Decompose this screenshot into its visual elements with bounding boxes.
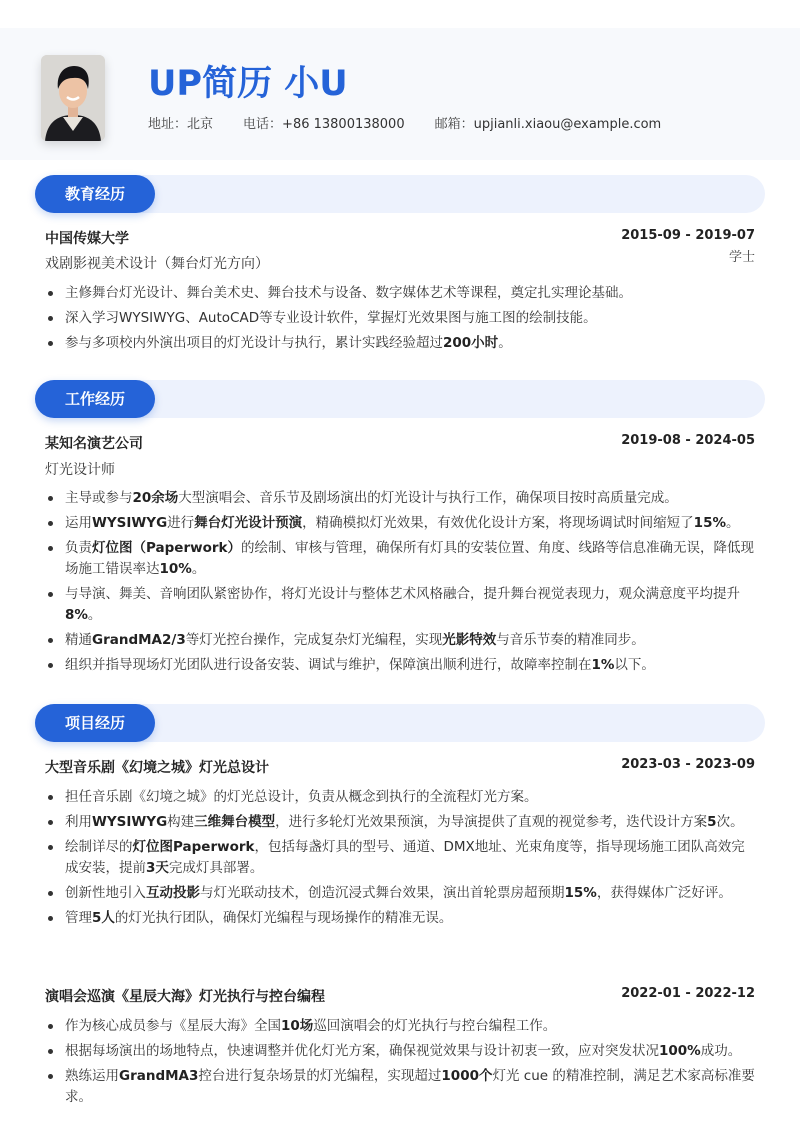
bullet-text: 根据每场演出的场地特点，快速调整并优化灯光方案，确保视觉效果与设计初衷一致，应对突发状况 [65, 1043, 659, 1059]
project-name: 演唱会巡演《星辰大海》灯光执行与控台编程 [45, 989, 325, 1005]
project-bullets [45, 1016, 757, 1112]
highlight-text: 3天 [146, 860, 169, 876]
bullet-item [45, 308, 757, 329]
project-bullets [45, 787, 757, 933]
highlight-text: WYSIWYG [92, 814, 168, 830]
highlight-text: 8% [65, 607, 88, 623]
highlight-text: 10场 [281, 1018, 314, 1034]
highlight-text: 20余场 [132, 490, 179, 506]
work-date: 2019-08 - 2024-05 [621, 433, 755, 448]
bullet-text: 深入学习WYSIWYG、AutoCAD等专业设计软件，掌握灯光效果图与施工图的绘制技能。 [65, 310, 597, 326]
bullet-text: 利用 [65, 814, 92, 830]
bullet-item [45, 283, 757, 304]
bullet-text: 等灯光控台操作，完成复杂灯光编程，实现 [185, 632, 443, 648]
bullet-item [45, 655, 757, 676]
email-value: upjianli.xiaou@example.com [473, 117, 662, 132]
bullet-text: 。 [87, 607, 102, 623]
bullet-text: 绘制详尽的 [65, 839, 133, 855]
bullet-item [45, 908, 757, 929]
highlight-text: GrandMA3 [119, 1068, 199, 1084]
highlight-text: 200小时 [443, 335, 499, 351]
bullet-text: 灯光 cue 的精准控制，满足艺术家高标准要求。 [65, 1068, 755, 1105]
address-value: 北京 [187, 117, 214, 132]
section-projects [35, 704, 765, 742]
candidate-name: UP简历 小U [148, 64, 348, 104]
bullet-text: 担任音乐剧《幻境之城》的灯光总设计，负责从概念到执行的全流程灯光方案。 [65, 789, 538, 805]
bullet-item [45, 488, 757, 509]
bullet-text: 与灯光联动技术，创造沉浸式舞台效果，演出首轮票房超预期 [200, 885, 565, 901]
highlight-text: 1% [591, 657, 615, 673]
section-title: 项目经历 [35, 704, 155, 742]
bullet-text: 的绘制、审核与管理，确保所有灯具的安装位置、角度、线路等信息准确无误，降低现场施工错误率达 [65, 540, 755, 577]
bullet-text: 组织并指导现场灯光团队进行设备安装、调试与维护，保障演出顺利进行，故障率控制在 [65, 657, 592, 673]
education-date: 2015-09 - 2019-07 [621, 228, 755, 243]
phone-label: 电话： [243, 117, 283, 132]
highlight-text: 互动投影 [146, 885, 200, 901]
bullet-item [45, 513, 757, 534]
section-title: 教育经历 [35, 175, 155, 213]
bullet-item [45, 1041, 757, 1062]
bullet-item [45, 1016, 757, 1037]
bullet-text: ，包括每盏灯具的型号、通道、DMX地址、光束角度等，指导现场施工团队高效完成安装，提前 [65, 839, 745, 876]
bullet-item [45, 812, 757, 833]
highlight-text: 光影特效 [442, 632, 497, 648]
section-education [35, 175, 765, 213]
email-label: 邮箱： [434, 117, 474, 132]
avatar [41, 55, 105, 141]
major: 戏剧影视美术设计（舞台灯光方向） [45, 256, 269, 272]
bullet-text: 进行 [167, 515, 195, 531]
degree: 学士 [728, 250, 755, 265]
highlight-text: 灯位图Paperwork [132, 839, 255, 855]
project-date: 2023-03 - 2023-09 [621, 757, 755, 772]
highlight-text: 10% [159, 561, 192, 577]
highlight-text: GrandMA2/3 [92, 632, 186, 648]
bullet-text: 。 [726, 515, 740, 531]
bullet-item [45, 1066, 757, 1108]
bullet-text: 精通 [65, 632, 92, 648]
project-name: 大型音乐剧《幻境之城》灯光总设计 [45, 760, 269, 776]
bullet-text: 主修舞台灯光设计、舞台美术史、舞台技术与设备、数字媒体艺术等课程，奠定扎实理论基础。 [65, 285, 632, 301]
bullet-text: 创新性地引入 [65, 885, 146, 901]
bullet-text: ，获得媒体广泛好评。 [596, 885, 732, 901]
bullet-text: 主导或参与 [65, 490, 133, 506]
resume-header [0, 28, 800, 160]
project-date: 2022-01 - 2022-12 [621, 986, 755, 1001]
bullet-text: 作为核心成员参与《星辰大海》全国 [65, 1018, 281, 1034]
highlight-text: 灯位图（Paperwork） [92, 540, 242, 556]
bullet-text: 与音乐节奏的精准同步。 [496, 632, 645, 648]
bullet-item [45, 584, 757, 626]
bullet-text: 负责 [65, 540, 92, 556]
highlight-text: 100% [659, 1043, 701, 1059]
bullet-text: 成功。 [700, 1043, 742, 1059]
education-bullets [45, 283, 757, 358]
bullet-item [45, 630, 757, 651]
highlight-text: WYSIWYG [92, 515, 168, 531]
bullet-text: 。 [191, 561, 206, 577]
bullet-item [45, 538, 757, 580]
bullet-text: 参与多项校内外演出项目的灯光设计与执行，累计实践经验超过 [65, 335, 443, 351]
bullet-item [45, 333, 757, 354]
bullet-text: ，精确模拟灯光效果，有效优化设计方案，将现场调试时间缩短了 [302, 515, 694, 531]
contact-info [148, 113, 661, 132]
bullet-text: 巡回演唱会的灯光执行与控台编程工作。 [313, 1018, 557, 1034]
bullet-text: 。 [498, 335, 512, 351]
highlight-text: 5 [707, 814, 717, 830]
job-role: 灯光设计师 [45, 462, 115, 478]
school-name: 中国传媒大学 [45, 231, 129, 247]
bullet-item [45, 837, 757, 879]
bullet-text: 完成灯具部署。 [168, 860, 264, 876]
bullet-text: 管理 [65, 910, 92, 926]
highlight-text: 15% [564, 885, 597, 901]
contact-email [435, 113, 662, 132]
bullet-text: 运用 [65, 515, 92, 531]
bullet-text: 的灯光执行团队，确保灯光编程与现场操作的精准无误。 [114, 910, 453, 926]
person-photo-icon [41, 55, 105, 141]
bullet-text: 大型演唱会、音乐节及剧场演出的灯光设计与执行工作，确保项目按时高质量完成。 [178, 490, 678, 506]
bullet-text: 次。 [716, 814, 744, 830]
bullet-text: ，进行多轮灯光效果预演，为导演提供了直观的视觉参考，迭代设计方案 [275, 814, 708, 830]
highlight-text: 1000个 [441, 1068, 493, 1084]
company-name: 某知名演艺公司 [45, 436, 143, 452]
bullet-text: 熟练运用 [65, 1068, 119, 1084]
section-title: 工作经历 [35, 380, 155, 418]
address-label: 地址： [148, 117, 188, 132]
highlight-text: 三维舞台模型 [194, 814, 276, 830]
contact-phone [243, 113, 405, 132]
highlight-text: 舞台灯光设计预演 [194, 515, 303, 531]
bullet-item [45, 787, 757, 808]
highlight-text: 5人 [92, 910, 115, 926]
bullet-text: 控台进行复杂场景的灯光编程，实现超过 [198, 1068, 442, 1084]
work-bullets [45, 488, 757, 680]
bullet-text: 构建 [167, 814, 195, 830]
highlight-text: 15% [693, 515, 726, 531]
section-work [35, 380, 765, 418]
bullet-item [45, 883, 757, 904]
contact-address [148, 113, 213, 132]
bullet-text: 与导演、舞美、音响团队紧密协作，将灯光设计与整体艺术风格融合，提升舞台视觉表现力，观众满意度平均提升 [65, 586, 740, 602]
bullet-text: 以下。 [614, 657, 655, 673]
phone-value: +86 13800138000 [282, 117, 405, 132]
